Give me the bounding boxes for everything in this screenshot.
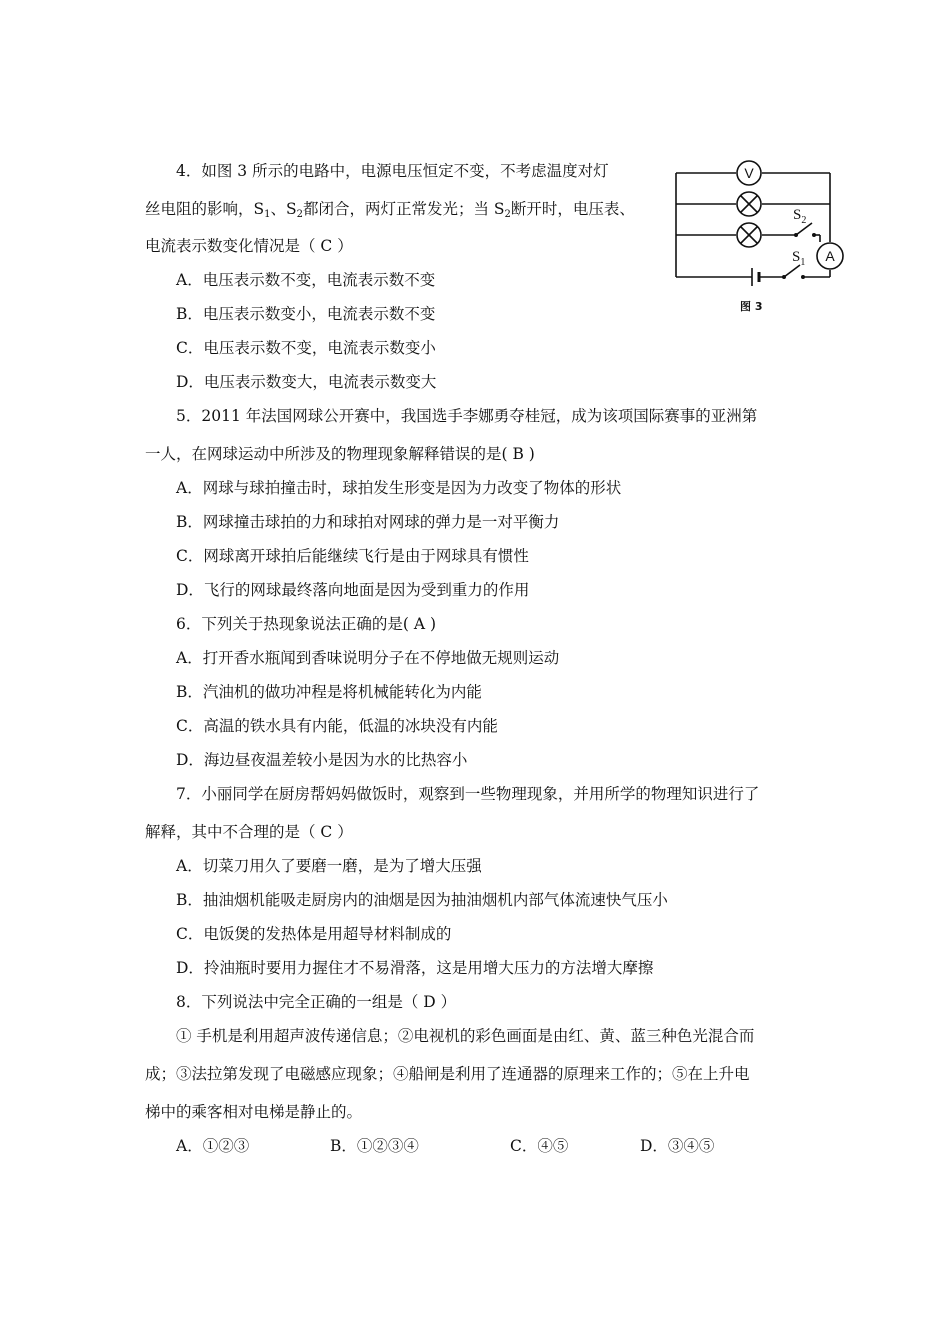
switch-s2-subscript: 2 [801,215,807,226]
q4-text: 断开时，电压表、 [510,200,635,218]
q8-option-b: B．①②③④ [330,1137,419,1155]
figure-caption: 图 3 [740,300,763,313]
subscript: 2 [296,209,303,220]
q4-stem-line2 [145,198,635,220]
q4-option-c: C．电压表示数不变，电流表示数变小 [176,339,436,357]
switch-s1-pivot [782,275,786,279]
q5-option-b: B．网球撞击球拍的力和球拍对网球的弹力是一对平衡力 [176,513,560,531]
q8-option-a: A．①②③ [176,1137,250,1155]
q7-option-d: D．拎油瓶时要用力握住才不易滑落，这是用增大压力的方法增大摩擦 [176,959,654,977]
subscript: 2 [504,209,511,220]
switch-s1-letter: S [792,249,801,265]
ammeter-label: A [825,248,835,264]
q8-statement-line1: ① 手机是利用超声波传递信息；②电视机的彩色画面是由红、黄、蓝三种色光混合而 [176,1027,755,1045]
switch-s2-contact [812,233,816,237]
q5-stem-line2: 一人，在网球运动中所涉及的物理现象解释错误的是( B ) [145,445,535,463]
q4-text: 丝电阻的影响，S [145,200,265,218]
q6-option-b: B．汽油机的做功冲程是将机械能转化为内能 [176,683,482,701]
switch-s2-label [793,207,806,226]
q7-option-c: C．电饭煲的发热体是用超导材料制成的 [176,925,452,943]
q6-option-c: C．高温的铁水具有内能，低温的冰块没有内能 [176,717,498,735]
q4-stem-line3: 电流表示数变化情况是（ C ） [145,237,353,255]
q7-stem-line2: 解释，其中不合理的是（ C ） [145,823,353,841]
q8-statement-line3: 梯中的乘客相对电梯是静止的。 [145,1103,363,1121]
q8-stem: 8．下列说法中完全正确的一组是（ D ） [176,993,457,1011]
q4-stem-line1: 4．如图 3 所示的电路中，电源电压恒定不变，不考虑温度对灯 [176,162,609,180]
switch-s1-contact [801,275,805,279]
voltmeter-label: V [744,165,754,181]
q6-stem: 6．下列关于热现象说法正确的是( A ) [176,615,437,633]
q8-option-c: C．④⑤ [510,1137,569,1155]
q7-stem-line1: 7．小丽同学在厨房帮妈妈做饭时，观察到一些物理现象，并用所学的物理知识进行了 [176,785,760,803]
q7-option-b: B．抽油烟机能吸走厨房内的油烟是因为抽油烟机内部气体流速快气压小 [176,891,668,909]
circuit-diagram [672,158,844,316]
q5-option-a: A．网球与球拍撞击时，球拍发生形变是因为力改变了物体的形状 [176,479,622,497]
switch-s2-pivot [794,233,798,237]
q4-option-d: D．电压表示数变大，电流表示数变大 [176,373,437,391]
switch-s2-letter: S [793,207,802,223]
q8-statement-line2: 成；③法拉第发现了电磁感应现象；④船闸是利用了连通器的原理来工作的；⑤在上升电 [145,1065,750,1083]
switch-s1-subscript: 1 [800,257,806,268]
q5-stem-line1: 5．2011 年法国网球公开赛中，我国选手李娜勇夺桂冠，成为该项国际赛事的亚洲第 [176,407,758,425]
q4-option-b: B．电压表示数变小，电流表示数不变 [176,305,436,323]
q5-option-d: D．飞行的网球最终落向地面是因为受到重力的作用 [176,581,530,599]
q8-option-d: D．③④⑤ [640,1137,715,1155]
subscript: 1 [264,209,271,220]
q5-option-c: C．网球离开球拍后能继续飞行是由于网球具有惯性 [176,547,529,565]
q4-text: 都闭合，两灯正常发光；当 S [303,200,505,218]
q6-option-d: D．海边昼夜温差较小是因为水的比热容小 [176,751,468,769]
switch-s1-blade [784,265,800,277]
q7-option-a: A．切菜刀用久了要磨一磨，是为了增大压强 [176,857,482,875]
q6-option-a: A．打开香水瓶闻到香味说明分子在不停地做无规则运动 [176,649,560,667]
q4-text: 、S [270,200,297,218]
q4-option-a: A．电压表示数不变，电流表示数不变 [176,271,436,289]
